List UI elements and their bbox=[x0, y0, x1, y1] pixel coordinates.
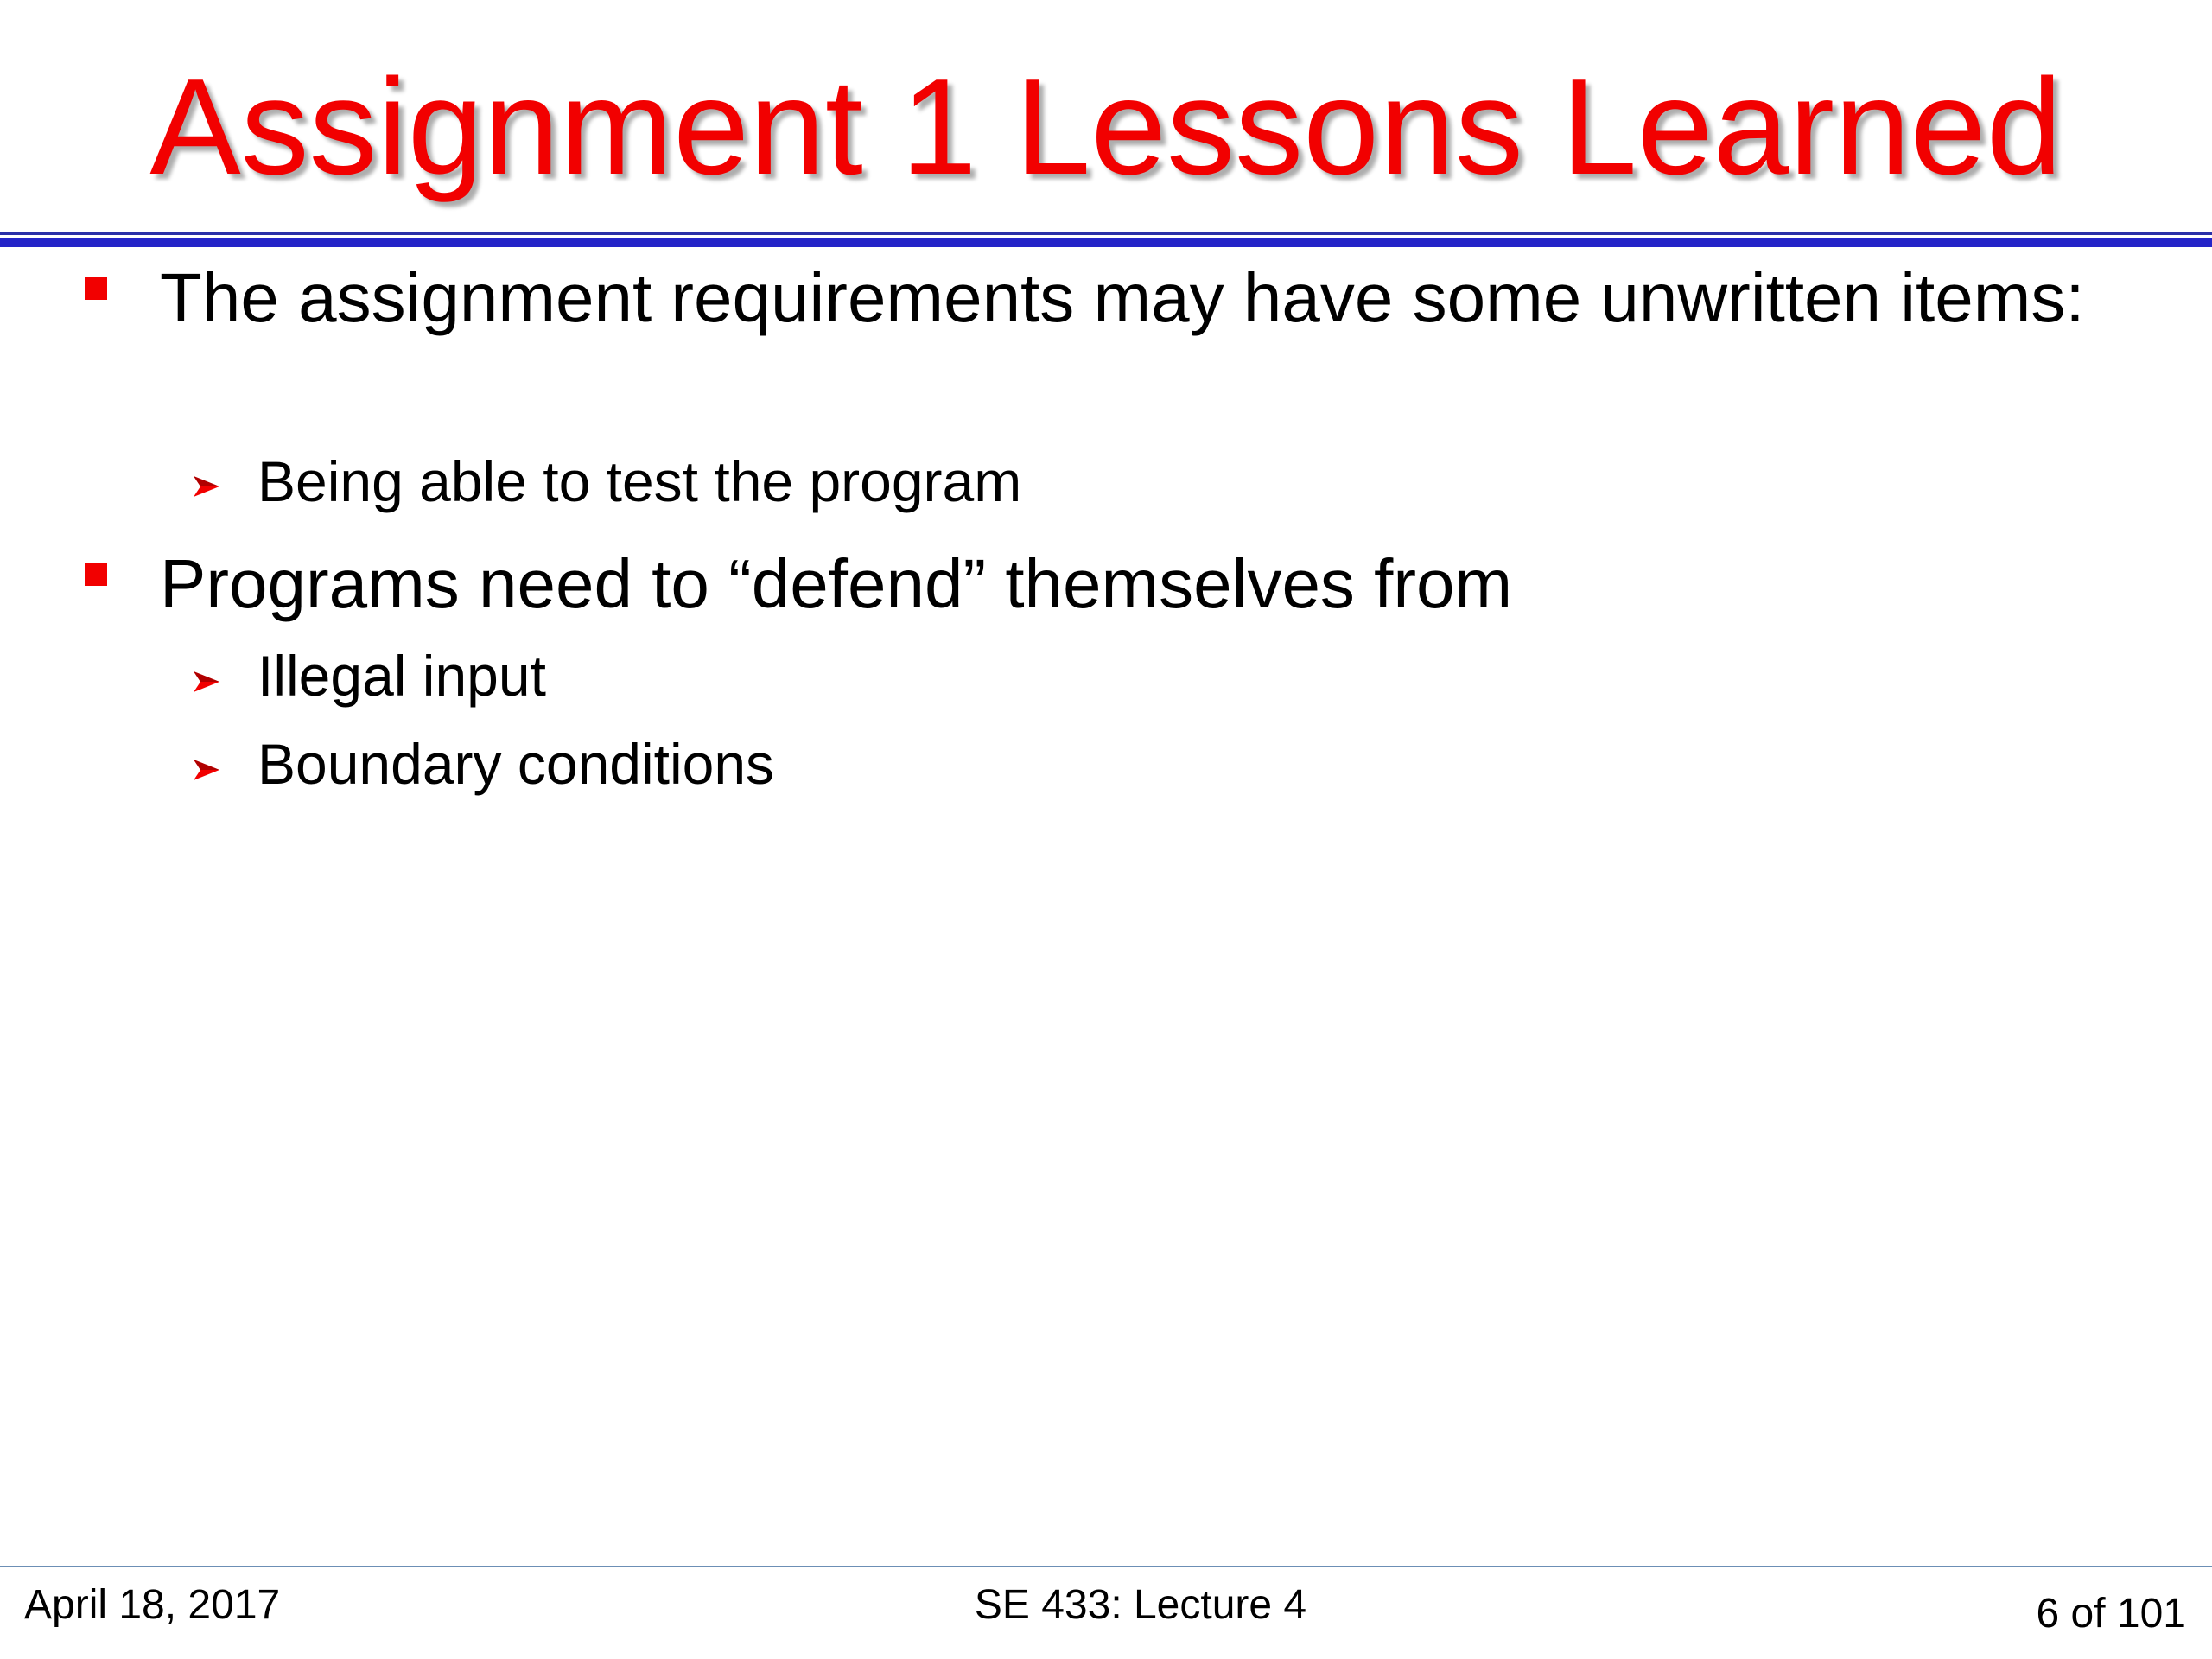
bullet-text: Programs need to “defend” themselves from bbox=[160, 545, 1513, 622]
square-bullet-icon bbox=[85, 277, 107, 300]
arrowhead-bullet-icon bbox=[190, 664, 225, 699]
sub-bullet-text: Illegal input bbox=[257, 644, 546, 708]
arrowhead-bullet-icon bbox=[190, 469, 225, 504]
arrowhead-bullet-icon bbox=[190, 753, 225, 787]
sub-bullet-text: Boundary conditions bbox=[257, 732, 775, 796]
footer-divider bbox=[0, 1566, 2212, 1567]
footer-course: SE 433: Lecture 4 bbox=[974, 1582, 1307, 1628]
sub-bullet-text: Being able to test the program bbox=[257, 449, 1022, 513]
footer-date: April 18, 2017 bbox=[24, 1582, 281, 1628]
slide-title: Assignment 1 Lessons Learned bbox=[149, 51, 2063, 203]
bullet-text: The assignment requirements may have some unwritten items: bbox=[160, 259, 2085, 336]
square-bullet-icon bbox=[85, 563, 107, 586]
page-number: 6 of 101 bbox=[2036, 1591, 2186, 1637]
